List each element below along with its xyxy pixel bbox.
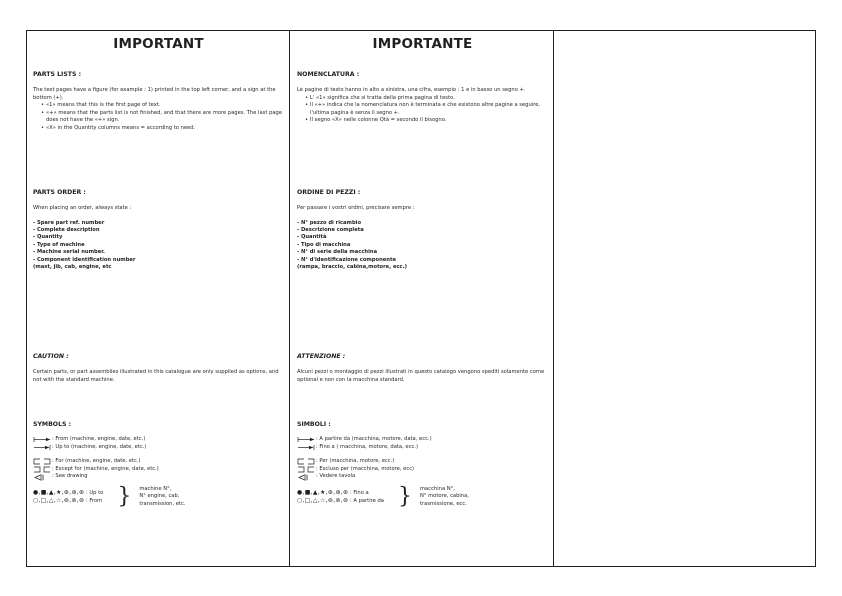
from-arrow-icon [33,436,51,443]
section-heading: SIMBOLI : [297,421,331,428]
symbol-row [297,466,548,474]
section-heading: PARTS ORDER : [33,189,86,196]
symbol-row [33,444,284,452]
section-heading: SYMBOLS : [33,421,72,428]
brace-text-line: machine N°, [139,485,172,492]
list-item: - Spare part ref. number [33,219,105,226]
page-title: IMPORTANT [113,36,204,52]
symbol-label: : Per (macchina, motore, ecc.) [316,458,395,465]
list-item: • «+» means that the parts list is not finished, and that there are more pages. The last page does not have the «+» sign. [41,110,284,125]
symbol-label: : Escluso per (macchina, motore, ecc) [316,465,415,472]
list-item: - Machine serial number. [33,249,106,256]
open-shapes-icon: ○,□,△,☆,⊚,⊚,⊚ [33,497,85,505]
brace-text-line: trasmissione, ecc. [420,500,467,507]
list-item: (mast, jib, cab, engine, etc [33,264,112,271]
symbol-label: : Fino a [349,490,369,497]
list-item: • L' «1» significa che si tratta della prima pagina di testo. [305,95,548,103]
brace-text-line: N° motore, cabina, [420,493,469,500]
brace-icon: } [398,484,412,510]
serial-shapes-block [297,486,548,508]
list-item: - Quantity [33,234,63,241]
list-item: - Complete description [33,227,100,233]
see-drawing-icon [297,474,315,481]
symbol-label: : Fino a ( macchina, motore, data, ecc.) [316,443,418,450]
filled-shapes-icon: ●,■,▲,★,⊛,⊛,⊛ [297,489,349,497]
symbol-row [33,466,284,474]
column-divider [289,31,290,566]
page-title: IMPORTANTE [372,36,473,52]
symbol-label: : From (machine, engine, date, etc.) [52,436,146,442]
empty-column [555,31,815,566]
list-item: - Quantità [297,234,327,241]
paragraph: The text pages have a figure (for example : 1) printed in the top left corner, and a sign at the bottom (+). [33,87,276,101]
section-heading: ATTENZIONE : [297,353,346,360]
serial-shapes-block [33,486,284,508]
from-arrow-icon [297,436,315,443]
symbol-label: : Up to (machine, engine, date, etc.) [52,443,147,450]
section-heading: NOMENCLATURA : [297,71,360,78]
paragraph: Per passare i vostri ordini, precisare sempre : [297,205,415,211]
filled-shapes-icon: ●,■,▲,★,⊛,⊛,⊛ [33,489,85,497]
symbol-row [33,473,284,481]
list-item: - Type of machine [33,241,85,248]
paragraph: Certain parts, or part assemblies illustrated in this catalogue are only supplied as options, and not with the standard machine. [33,369,279,383]
list-item: (rampa, braccio, cabina,motore, ecc.) [297,264,407,271]
brace-text-line: N° engine, cab, [139,493,180,500]
parts-lists-section [297,71,548,125]
except-bracket-icon [297,466,315,473]
brace-icon: } [117,484,132,510]
section-heading: CAUTION : [33,353,69,360]
symbol-label: : Except for (machine, engine, date, etc.) [52,465,159,472]
symbol-row [297,458,548,466]
symbol-row [297,436,548,444]
bullet-list [33,102,284,132]
page-frame [26,30,816,567]
paragraph: When placing an order, always state : [33,205,132,211]
symbol-label: : From [85,498,103,505]
list-item: - N° di serie della macchina [297,249,378,256]
symbol-label: : See drawing [52,473,88,480]
symbol-label: : Vedere tavola [316,473,356,480]
for-bracket-icon [297,458,315,465]
symbol-label: : For (machine, engine, date, etc.) [52,458,141,465]
symbol-label: : A partire da (macchina, motore, data, ecc.) [316,436,432,442]
open-shapes-icon: ○,□,△,☆,⊚,⊚,⊚ [297,497,349,505]
bullet-list [297,95,548,125]
section-heading: ORDINE DI PEZZI : [297,189,361,196]
english-column [27,31,290,510]
parts-lists-section [33,71,284,133]
list-item: - N° d'identificazione componente [297,256,396,263]
list-item: - Tipo di macchina [297,241,351,248]
list-item: • Il «+» indica che la nomenclatura non è terminata e che esistono altre pagine a seguire, l'ultima pagina è senza il segno +. [305,102,548,117]
except-bracket-icon [33,466,51,473]
list-item: - Component identification number [33,256,136,263]
list-item: • «1» means that this is the first page of text. [41,102,284,110]
list-item: - Descrizione completa [297,227,364,233]
brace-text-line: transmission, etc. [139,500,186,507]
upto-arrow-icon [297,444,315,451]
paragraph: Le pagine di testo hanno in alto a sinistra, una cifra, esempio : 1 e in basso un segno +. [297,87,526,93]
paragraph: Alcuni pezzi o montaggio di pezzi illustrati in questo catalogo vengono spediti solamente come optional e non con la macchina standard. [297,369,545,383]
symbol-row [33,458,284,466]
symbols-section [297,421,548,508]
column-divider [553,31,554,566]
symbol-label: : A partire da [349,498,384,505]
symbol-row [33,436,284,444]
caution-section [33,353,284,384]
caution-section [297,353,548,384]
upto-arrow-icon [33,444,51,451]
parts-order-section [297,189,548,271]
symbol-row [297,473,548,481]
list-item: - N° pezzo di ricambio [297,219,362,226]
italian-column [291,31,554,510]
brace-text-line: macchina N°, [420,485,455,492]
symbols-section [33,421,284,508]
section-heading: PARTS LISTS : [33,71,82,78]
list-item: • «X» in the Quantity columns means = according to need. [41,125,284,133]
parts-order-section [33,189,284,271]
see-drawing-icon [33,474,51,481]
for-bracket-icon [33,458,51,465]
symbol-label: : Up to [85,490,104,497]
list-item: • Il segno «X» nelle colonne Qtà = secondo il bisogno. [305,117,548,125]
symbol-row [297,444,548,452]
